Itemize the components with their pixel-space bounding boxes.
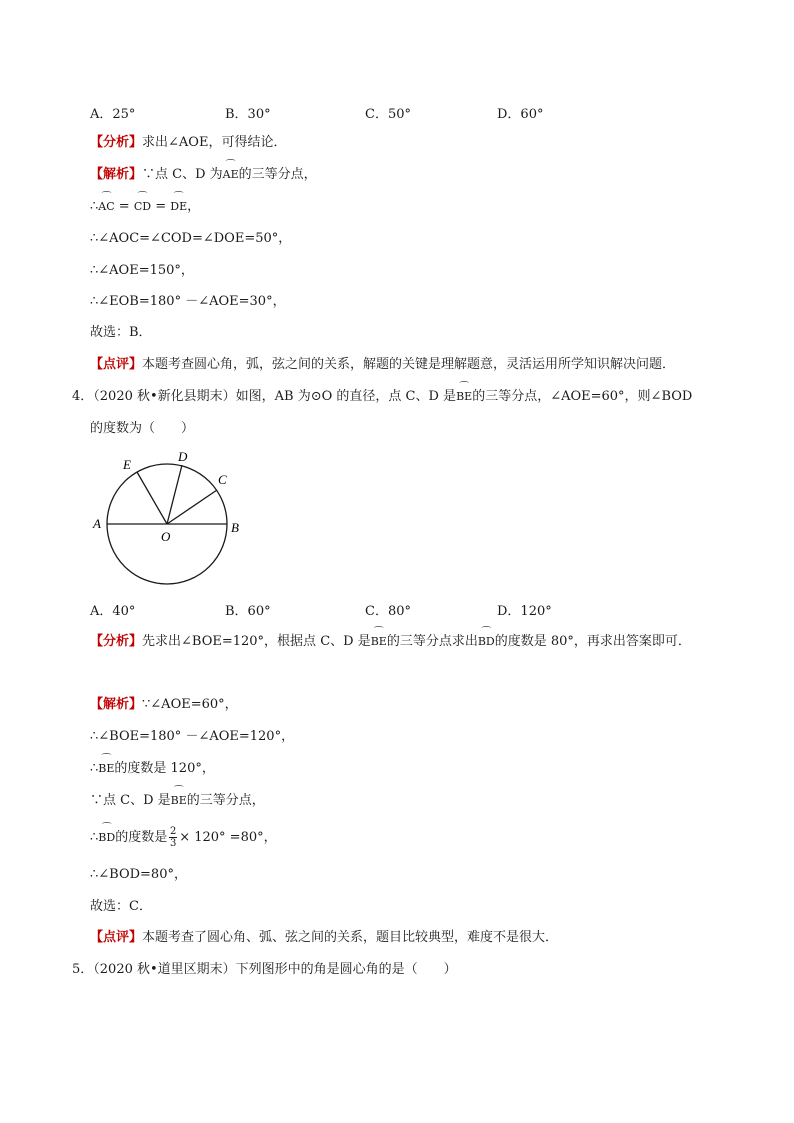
q4-choice-d: D．120° bbox=[497, 604, 552, 619]
q3-solution-line-3: ∴∠AOC=∠COD=∠DOE=50°， bbox=[90, 231, 292, 246]
q4-sol4-post: 的三等分点， bbox=[186, 793, 265, 808]
q3-solution-line-1 bbox=[90, 166, 317, 184]
q3-sol2-post: ， bbox=[187, 199, 201, 214]
label-e: E bbox=[123, 457, 131, 472]
solution-tag: 【解析】 bbox=[90, 167, 143, 182]
comment-tag: 【点评】 bbox=[90, 930, 143, 945]
q4-solution-line-2: ∴∠BOE=180° －∠AOE=120°， bbox=[90, 729, 295, 744]
q3-choice-a: A．25° bbox=[90, 107, 136, 122]
q4-sol5-post: × 120° =80°， bbox=[179, 830, 277, 845]
q4-comment-text: 本题考查了圆心角、弧、弦之间的关系，题目比较典型，难度不是很大． bbox=[142, 930, 559, 945]
radius-oe bbox=[137, 472, 167, 524]
arc-de: ⌒ DE bbox=[170, 198, 187, 216]
arc-bd: ⌒ BD bbox=[98, 829, 115, 847]
q3-analysis-text: 求出∠AOE，可得结论． bbox=[142, 135, 287, 150]
q3-sol1-post: 的三等分点， bbox=[238, 167, 317, 182]
q4-analysis-post: 的度数是 80°，再求出答案即可． bbox=[494, 634, 691, 649]
arc-be: ⌒ BE bbox=[98, 760, 114, 778]
q3-analysis bbox=[90, 134, 286, 152]
q3-comment-text: 本题考查圆心角，弧，弦之间的关系，解题的关键是理解题意，灵活运用所学知识解决问题． bbox=[142, 357, 676, 372]
q3-solution-line-4: ∴∠AOE=150°， bbox=[90, 263, 194, 278]
circle-figure bbox=[90, 446, 260, 596]
fraction-numerator: 2 bbox=[170, 826, 177, 837]
label-c: C bbox=[218, 472, 227, 487]
q4-answer: 故选：C． bbox=[90, 899, 152, 914]
q3-choice-d: D．60° bbox=[497, 107, 544, 122]
q3-sol2-eq1: = bbox=[114, 199, 134, 214]
q4-stem-line-1 bbox=[72, 388, 692, 406]
q4-choices bbox=[90, 600, 690, 618]
q3-solution-line-2 bbox=[90, 198, 200, 216]
arc-ac: ⌒ AC bbox=[98, 198, 114, 216]
arc-cd: ⌒ CD bbox=[134, 198, 151, 216]
q4-comment bbox=[90, 929, 558, 947]
q4-analysis bbox=[90, 633, 691, 651]
q4-choice-b: B．60° bbox=[225, 604, 271, 619]
q4-sol4-pre: ∵点 C、D 是 bbox=[90, 793, 171, 808]
q4-number: 4． bbox=[72, 389, 94, 404]
analysis-tag: 【分析】 bbox=[90, 634, 143, 649]
arc-be: ⌒ BE bbox=[171, 792, 187, 810]
arc-ae: ⌒ AE bbox=[223, 166, 239, 184]
q5-stem bbox=[72, 961, 457, 979]
label-a: A bbox=[93, 516, 101, 531]
q4-stem-post: 的三等分点，∠AOE=60°，则∠BOD bbox=[472, 389, 693, 404]
q4-analysis-mid: 的三等分点求出 bbox=[386, 634, 478, 649]
arc-be: ⌒ BE bbox=[456, 388, 472, 406]
label-b: B bbox=[231, 520, 239, 535]
q4-stem-line-2: 的度数为（ ） bbox=[90, 421, 195, 436]
label-o: O bbox=[161, 529, 171, 544]
q4-solution-line-6: ∴∠BOD=80°， bbox=[90, 867, 187, 882]
q4-stem-pre: （2020 秋•新化县期末）如图，AB 为⊙O 的直径，点 C、D 是 bbox=[93, 389, 457, 404]
q5-stem-text: （2020 秋•道里区期末）下列图形中的角是圆心角的是（ ） bbox=[93, 962, 457, 977]
q5-number: 5． bbox=[72, 962, 94, 977]
arc-bd: ⌒ BD bbox=[478, 633, 495, 651]
q3-sol2-pre: ∴ bbox=[90, 199, 99, 214]
q4-sol3-pre: ∴ bbox=[90, 761, 99, 776]
q3-sol1-pre: ∵点 C、D 为 bbox=[142, 167, 223, 182]
fraction-denominator: 3 bbox=[170, 838, 177, 849]
q3-sol2-eq2: = bbox=[151, 199, 171, 214]
comment-tag: 【点评】 bbox=[90, 357, 143, 372]
q3-answer: 故选：B． bbox=[90, 325, 152, 340]
q4-sol5-pre: ∴ bbox=[90, 830, 99, 845]
q4-solution-line-5 bbox=[90, 826, 277, 849]
q4-sol3-post: 的度数是 120°， bbox=[114, 761, 215, 776]
arc-be: ⌒ BE bbox=[371, 633, 387, 651]
q4-solution-line-1 bbox=[90, 696, 238, 714]
q4-solution-line-3 bbox=[90, 760, 215, 778]
q3-choices bbox=[90, 103, 690, 121]
q4-sol5-mid: 的度数是 bbox=[115, 830, 168, 845]
q3-comment bbox=[90, 356, 675, 374]
q4-choice-a: A．40° bbox=[90, 604, 136, 619]
label-d: D bbox=[178, 449, 188, 464]
q3-solution-line-5: ∴∠EOB=180° －∠AOE=30°， bbox=[90, 294, 286, 309]
fraction-two-thirds bbox=[169, 826, 177, 849]
q3-choice-b: B．30° bbox=[225, 107, 271, 122]
q4-choice-c: C．80° bbox=[365, 604, 411, 619]
q4-sol1-text: ∵∠AOE=60°， bbox=[142, 697, 238, 712]
q3-choice-c: C．50° bbox=[365, 107, 411, 122]
q4-solution-line-4 bbox=[90, 792, 265, 810]
q4-analysis-pre: 先求出∠BOE=120°，根据点 C、D 是 bbox=[142, 634, 371, 649]
solution-tag: 【解析】 bbox=[90, 697, 143, 712]
analysis-tag: 【分析】 bbox=[90, 135, 143, 150]
